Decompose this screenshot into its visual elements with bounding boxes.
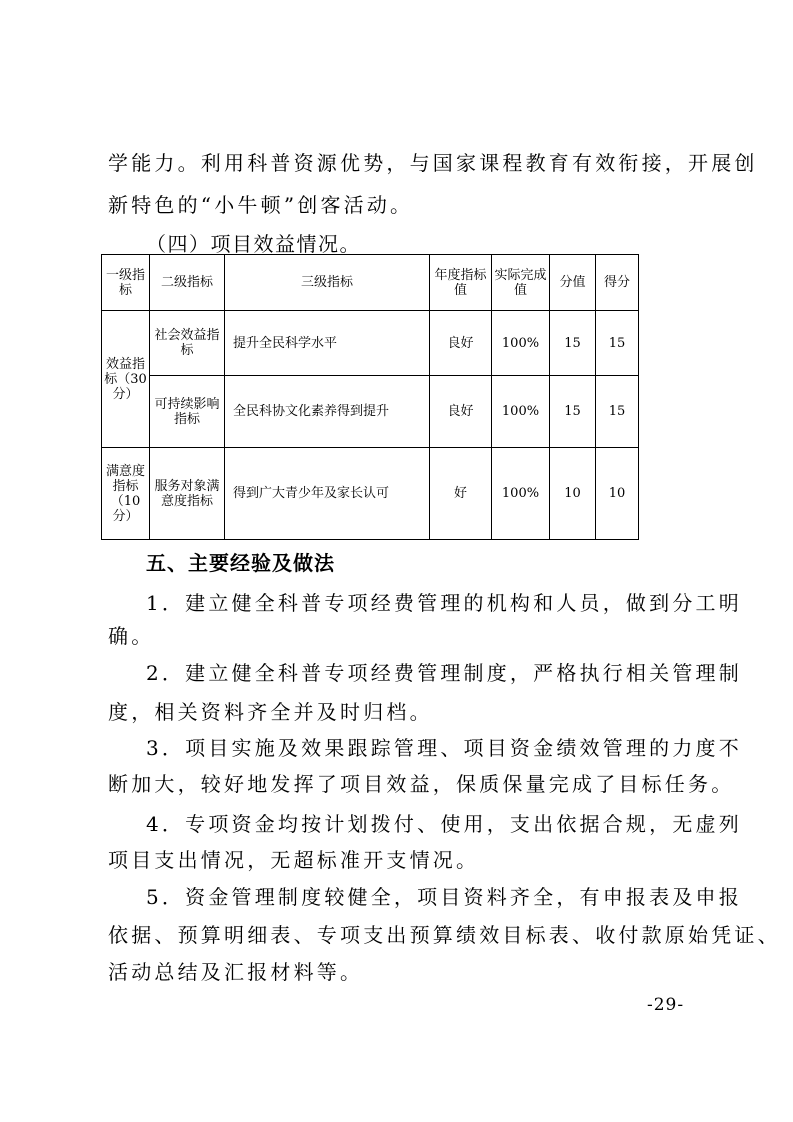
paragraph-line: 学能力。利用科普资源优势，与国家课程教育有效衔接，开展创 <box>108 151 758 175</box>
header-cell: 一级指标 <box>102 255 150 311</box>
header-cell: 二级指标 <box>150 255 225 311</box>
list-item-line: 活动总结及汇报材料等。 <box>108 960 364 984</box>
score-cell: 15 <box>596 311 639 376</box>
list-item-line: 4．专项资金均按计划拨付、使用，支出依据合规，无虚列 <box>146 812 742 836</box>
target-cell: 良好 <box>430 376 492 448</box>
actual-cell: 100% <box>492 376 550 448</box>
level3-cell: 提升全民科学水平 <box>225 311 430 376</box>
table-caption: （四）项目效益情况。 <box>146 232 361 256</box>
score-cell: 10 <box>596 448 639 540</box>
list-item-line: 1．建立健全科普专项经费管理的机构和人员，做到分工明 <box>146 591 742 615</box>
list-item-line: 项目支出情况，无超标准开支情况。 <box>108 848 480 872</box>
target-cell: 好 <box>430 448 492 540</box>
score-value-cell: 10 <box>550 448 596 540</box>
page-number: -29- <box>647 995 685 1015</box>
list-item-line: 5．资金管理制度较健全，项目资料齐全，有申报表及申报 <box>146 885 742 909</box>
header-cell: 分值 <box>550 255 596 311</box>
score-value-cell: 15 <box>550 376 596 448</box>
section-title: 五、主要经验及做法 <box>146 551 335 575</box>
header-cell: 得分 <box>596 255 639 311</box>
target-cell: 良好 <box>430 311 492 376</box>
table-row <box>102 448 639 540</box>
score-value-cell: 15 <box>550 311 596 376</box>
list-item-line: 3．项目实施及效果跟踪管理、项目资金绩效管理的力度不 <box>146 736 742 760</box>
list-item-line: 度，相关资料齐全并及时归档。 <box>108 700 433 724</box>
table-row <box>102 376 639 448</box>
list-item-line: 2．建立健全科普专项经费管理制度，严格执行相关管理制 <box>146 661 742 685</box>
level2-cell: 可持续影响指标 <box>150 376 225 448</box>
header-cell: 三级指标 <box>225 255 430 311</box>
list-item-line: 依据、预算明细表、专项支出预算绩效目标表、收付款原始凭证、 <box>108 923 781 947</box>
paragraph-line: 新特色的“小牛顿”创客活动。 <box>108 193 414 217</box>
header-cell: 年度指标值 <box>430 255 492 311</box>
list-item-line: 确。 <box>108 624 155 648</box>
table-header-row <box>102 255 639 311</box>
list-item-line: 断加大，较好地发挥了项目效益，保质保量完成了目标任务。 <box>108 772 735 796</box>
level3-cell: 得到广大青少年及家长认可 <box>225 448 430 540</box>
header-cell: 实际完成值 <box>492 255 550 311</box>
actual-cell: 100% <box>492 311 550 376</box>
actual-cell: 100% <box>492 448 550 540</box>
level1-cell: 满意度指标（10分） <box>102 448 150 540</box>
level1-cell: 效益指标（30分） <box>102 311 150 448</box>
score-cell: 15 <box>596 376 639 448</box>
level3-cell: 全民科协文化素养得到提升 <box>225 376 430 448</box>
performance-table <box>101 254 639 540</box>
level2-cell: 社会效益指标 <box>150 311 225 376</box>
level2-cell: 服务对象满意度指标 <box>150 448 225 540</box>
table-row <box>102 311 639 376</box>
